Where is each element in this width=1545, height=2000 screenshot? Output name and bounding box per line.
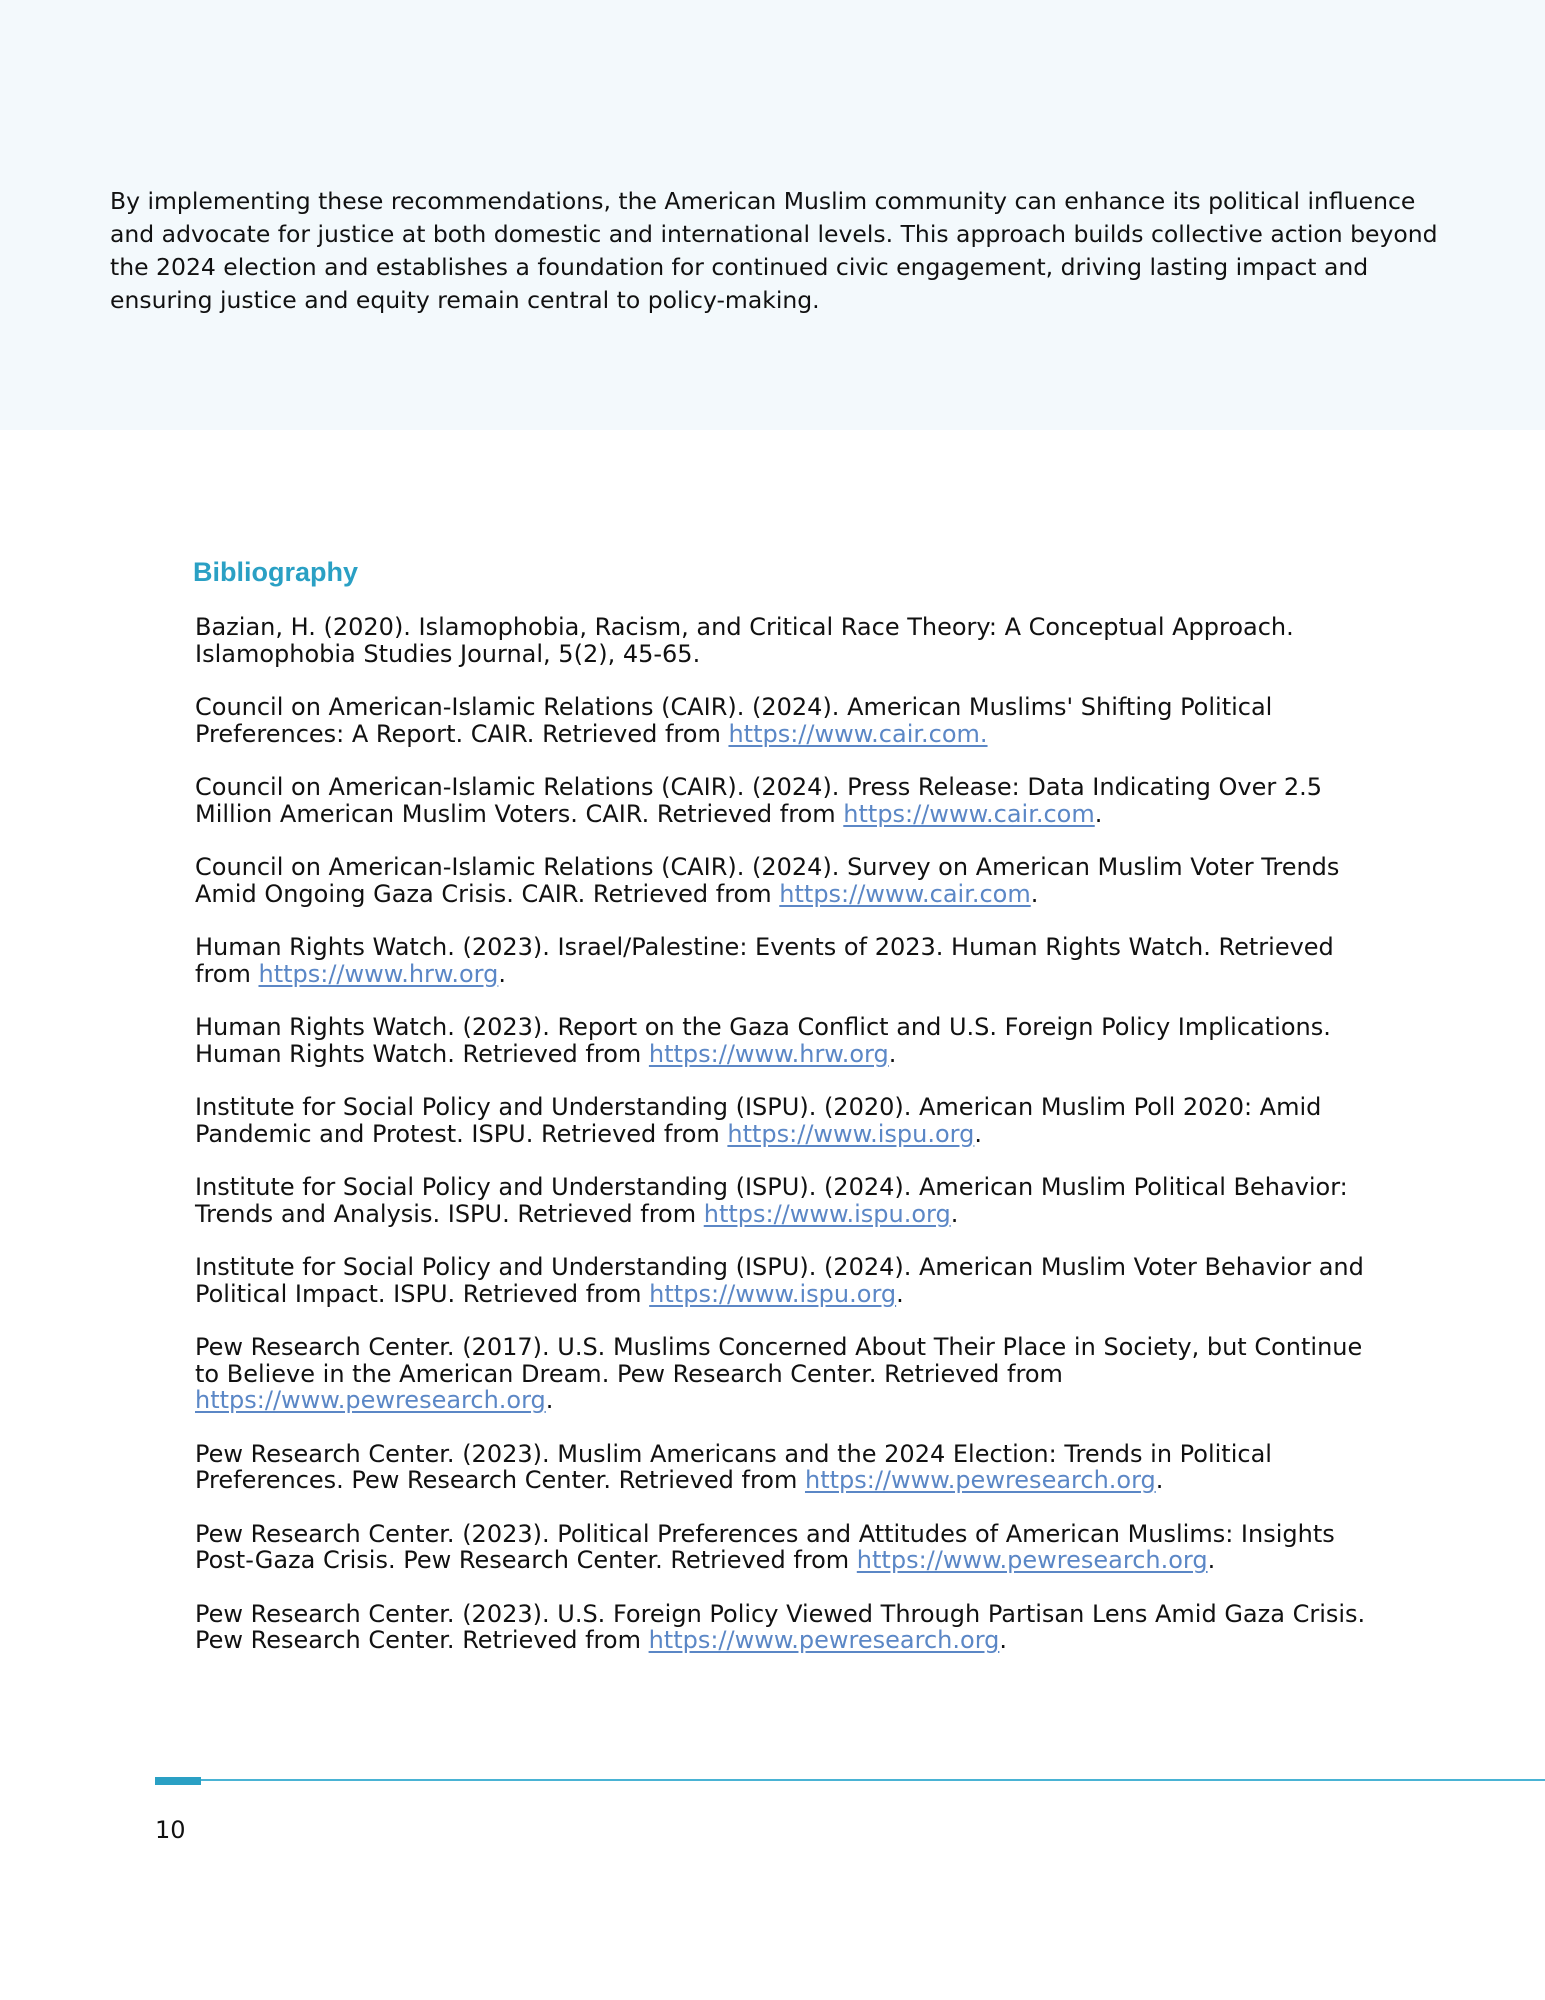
- bibliography-entry-punctuation: .: [1207, 1546, 1216, 1574]
- bibliography-entry-punctuation: .: [974, 1119, 982, 1148]
- bibliography-link[interactable]: https://www.hrw.org: [648, 1039, 889, 1068]
- bibliography-link[interactable]: https://www.ispu.org: [649, 1279, 897, 1308]
- bibliography-entry: [195, 1601, 1385, 1654]
- bibliography-entry-text: Institute for Social Policy and Understanding (ISPU). (2024). American Muslim Voter Behavior and Political Impact. ISPU. Retrieved from: [195, 1253, 1364, 1308]
- bibliography-link[interactable]: https://www.cair.com: [779, 879, 1031, 908]
- bibliography-entry-text: Pew Research Center. (2023). U.S. Foreign Policy Viewed Through Partisan Lens Amid Gaza Crisis. Pew Research Center. Retrieved from: [195, 1599, 1366, 1654]
- bibliography-link[interactable]: https://www.pewresearch.org: [195, 1386, 546, 1414]
- summary-paragraph: By implementing these recommendations, the American Muslim community can enhance its political influence and advocate for justice at both domestic and international levels. This approach builds collective action beyond the 2024 election and establishes a foundation for continued civic engagement, driving lasting impact and ensuring justice and equity remain central to policy-making.: [110, 187, 1438, 314]
- page-number: 10: [155, 1816, 186, 1844]
- bibliography-entry: [195, 614, 1385, 667]
- footer-divider: [155, 1779, 1545, 1781]
- bibliography-entry: [195, 774, 1385, 827]
- bibliography-link[interactable]: https://www.pewresearch.org: [804, 1466, 1156, 1494]
- bibliography-entry-punctuation: .: [896, 1279, 904, 1308]
- bibliography-link[interactable]: https://www.ispu.org: [703, 1199, 951, 1228]
- bibliography-entry-punctuation: .: [950, 1199, 959, 1228]
- bibliography-entry-text: Bazian, H. (2020). Islamophobia, Racism, and Critical Race Theory: A Conceptual Approach. Islamophobia Studies Journal, 5(2), 45-65.: [195, 613, 1294, 668]
- bibliography-link[interactable]: https://www.cair.com.: [728, 719, 988, 748]
- bibliography-entry: [195, 1174, 1385, 1227]
- bibliography-entry-punctuation: .: [1155, 1466, 1164, 1494]
- bibliography-entry-punctuation: .: [1094, 799, 1103, 828]
- bibliography-entry-punctuation: .: [545, 1386, 554, 1414]
- bibliography-entry-text: Pew Research Center. (2023). Muslim Americans and the 2024 Election: Trends in Political Preferences. Pew Research Center. Retrieved from: [195, 1439, 1272, 1494]
- bibliography-entry-text: Human Rights Watch. (2023). Israel/Palestine: Events of 2023. Human Rights Watch. Retrieved from: [195, 933, 1334, 988]
- bibliography-entry: [195, 1014, 1385, 1067]
- bibliography-entry: [195, 934, 1385, 987]
- bibliography-entry-punctuation: .: [999, 1626, 1008, 1654]
- bibliography-link[interactable]: https://www.cair.com: [843, 799, 1095, 828]
- bibliography-link[interactable]: https://www.pewresearch.org: [648, 1626, 1000, 1654]
- bibliography-entry-text: Pew Research Center. (2023). Political Preferences and Attitudes of American Muslims: Insights Post-Gaza Crisis. Pew Research Center. Retrieved from: [195, 1519, 1335, 1574]
- bibliography-entry: [195, 1254, 1385, 1307]
- bibliography-entry-punctuation: .: [1030, 879, 1039, 908]
- bibliography-link[interactable]: https://www.ispu.org: [727, 1119, 975, 1148]
- bibliography-link[interactable]: https://www.pewresearch.org: [856, 1546, 1208, 1574]
- bibliography-entry-text: Institute for Social Policy and Understanding (ISPU). (2020). American Muslim Poll 2020: Amid Pandemic and Protest. ISPU. Retrieved from: [195, 1093, 1322, 1148]
- bibliography-entry-punctuation: .: [888, 1039, 897, 1068]
- bibliography-list: [195, 614, 1385, 1681]
- bibliography-entry-punctuation: .: [498, 959, 506, 988]
- bibliography-entry: [195, 1521, 1385, 1574]
- bibliography-heading: Bibliography: [193, 557, 359, 587]
- bibliography-entry-text: Institute for Social Policy and Understanding (ISPU). (2024). American Muslim Political Behavior: Trends and Analysis. ISPU. Retrieved from: [195, 1173, 1348, 1228]
- bibliography-entry-text: Council on American-Islamic Relations (CAIR). (2024). Survey on American Muslim Voter Trends Amid Ongoing Gaza Crisis. CAIR. Retrieved from: [195, 853, 1340, 908]
- bibliography-entry: [195, 854, 1385, 907]
- bibliography-entry: [195, 1094, 1385, 1147]
- bibliography-link[interactable]: https://www.hrw.org: [258, 959, 499, 988]
- bibliography-entry: [195, 1334, 1385, 1414]
- footer-accent-bar: [155, 1777, 201, 1785]
- bibliography-entry: [195, 694, 1385, 747]
- summary-band: [0, 0, 1545, 430]
- bibliography-entry-text: Human Rights Watch. (2023). Report on the Gaza Conflict and U.S. Foreign Policy Implications. Human Rights Watch. Retrieved from: [195, 1013, 1331, 1068]
- bibliography-entry: [195, 1441, 1385, 1494]
- bibliography-entry-text: Pew Research Center. (2017). U.S. Muslims Concerned About Their Place in Society, but Continue to Believe in the American Dream. Pew Research Center. Retrieved from: [195, 1333, 1363, 1388]
- bibliography-entry-text: Council on American-Islamic Relations (CAIR). (2024). Press Release: Data Indicating Over 2.5 Million American Muslim Voters. CAIR. Retrieved from: [195, 773, 1323, 828]
- bibliography-entry-text: Council on American-Islamic Relations (CAIR). (2024). American Muslims' Shifting Political Preferences: A Report. CAIR. Retrieved from: [195, 693, 1273, 748]
